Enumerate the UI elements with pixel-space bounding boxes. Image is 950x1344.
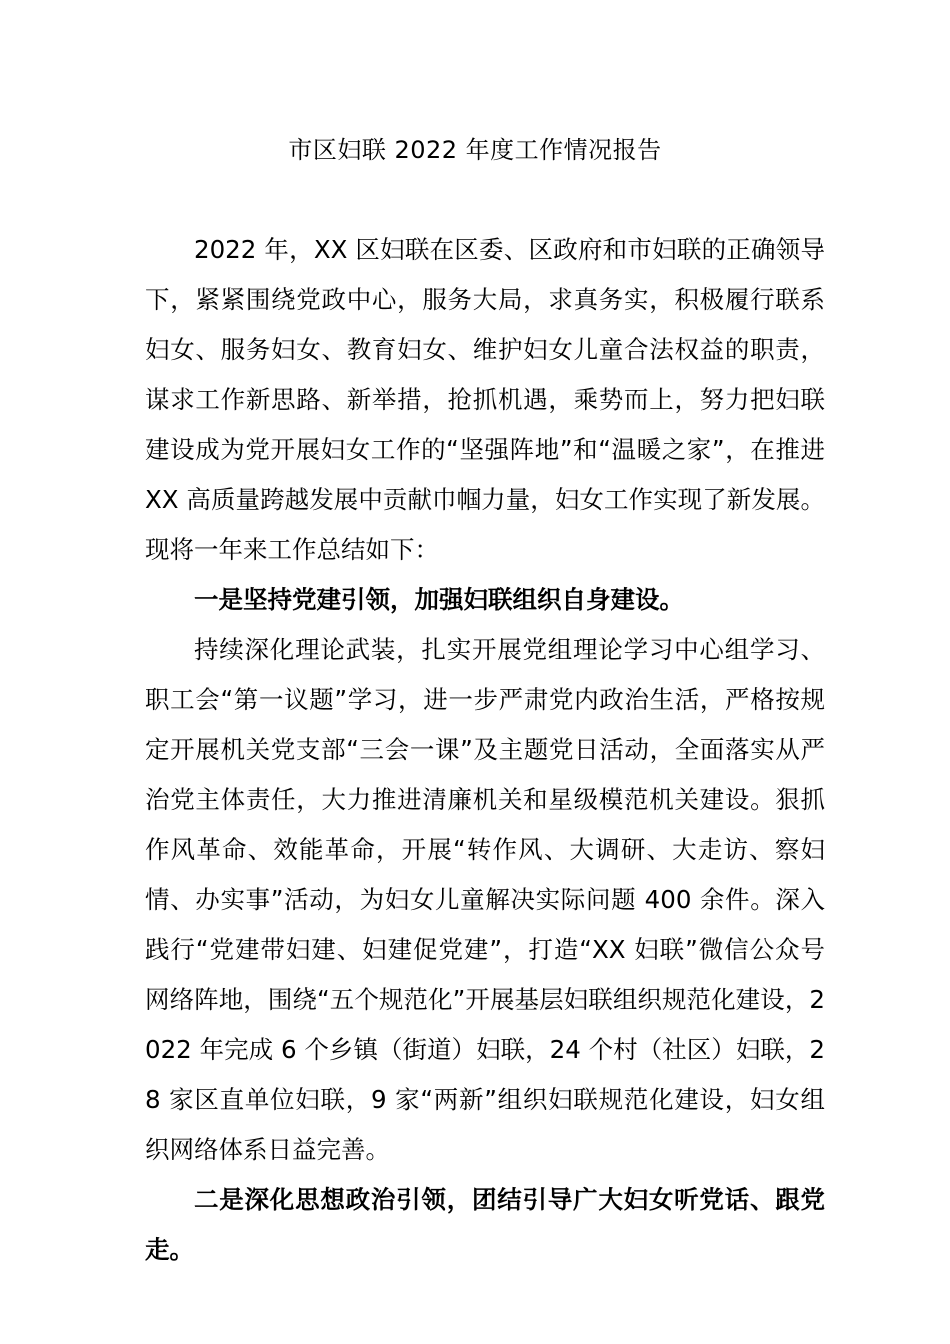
intro-paragraph: 2022 年，XX 区妇联在区委、区政府和市妇联的正确领导下，紧紧围绕党政中心，服务大局，求真务实，积极履行联系妇女、服务妇女、教育妇女、维护妇女儿童合法权益的职责，谋求工作新思路、新举措，抢抓机遇，乘势而上，努力把妇联建设成为党开展妇女工作的“坚强阵地”和“温暖之家”，在推进 XX 高质量跨越发展中贡献巾帼力量，妇女工作实现了新发展。现将一年来工作总结如下： [145, 235, 825, 564]
section-1-paragraph: 持续深化理论武装，扎实开展党组理论学习中心组学习、职工会“第一议题”学习，进一步严肃党内政治生活，严格按规定开展机关党支部“三会一课”及主题党日活动，全面落实从严治党主体责任，大力推进清廉机关和星级模范机关建设。狠抓作风革命、效能革命，开展“转作风、大调研、大走访、察妇情、办实事”活动，为妇女儿童解决实际问题 400 余件。深入践行“党建带妇建、妇建促党建”，打造“XX 妇联”微信公众号网络阵地，围绕“五个规范化”开展基层妇联组织规范化建设，2022 年完成 6 个乡镇（街道）妇联，24 个村（社区）妇联，28 家区直单位妇联，9 家“两新”组织妇联规范化建设，妇女组织网络体系日益完善。 [145, 635, 825, 1164]
document-title: 市区妇联 2022 年度工作情况报告 [288, 136, 662, 164]
section-heading-2: 二是深化思想政治引领，团结引导广大妇女听党话、跟党走。 [145, 1185, 825, 1264]
section-heading-1: 一是坚持党建引领，加强妇联组织自身建设。 [194, 585, 684, 614]
document-body [145, 225, 825, 1275]
